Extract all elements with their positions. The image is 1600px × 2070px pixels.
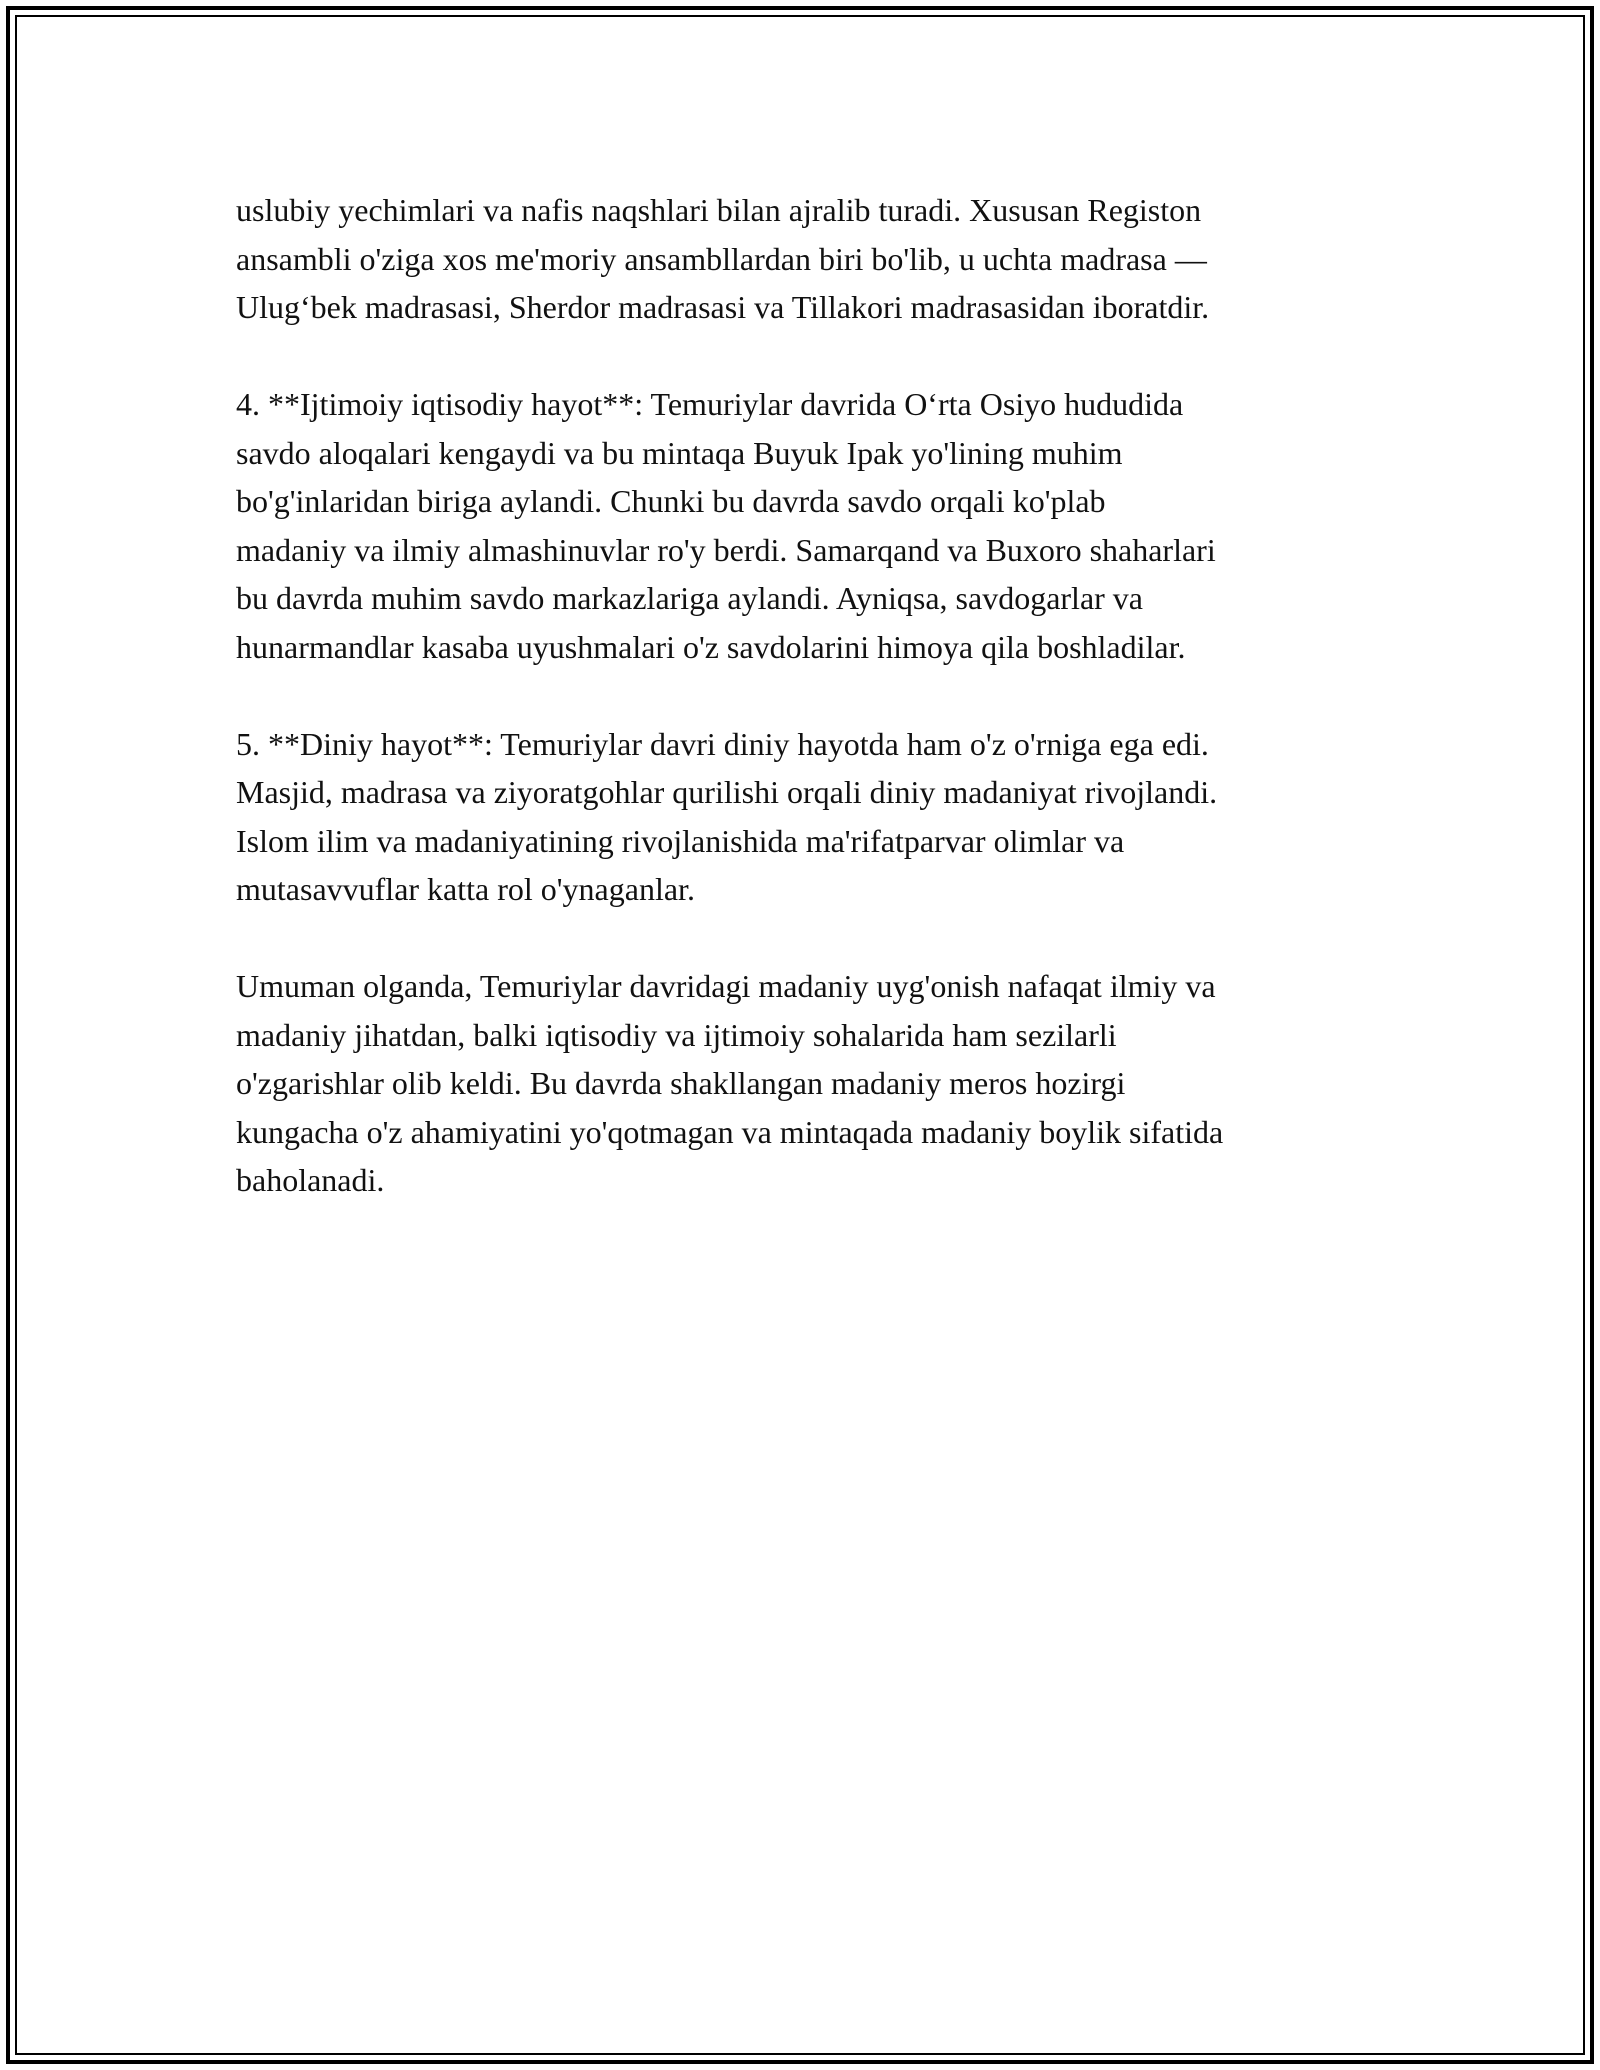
- document-body: [236, 186, 1396, 1253]
- paragraph-conclusion: Umuman olganda, Temuriylar davridagi madaniy uyg'onish nafaqat ilmiy va madaniy jihatdan, balki iqtisodiy va ijtimoiy sohalarida ham sezilarli o'zgarishlar olib keldi. Bu davrda shakllangan madaniy meros hozirgi kungacha o'z ahamiyatini yo'qotmagan va mintaqada madaniy boylik sifatida baholanadi.: [236, 968, 1224, 1198]
- paragraph-religious-life: 5. **Diniy hayot**: Temuriylar davri diniy hayotda ham o'z o'rniga ega edi. Masjid, madrasa va ziyoratgohlar qurilishi orqali diniy madaniyat rivojlandi. Islom ilim va madaniyatining rivojlanishida ma'rifatparvar olimlar va mutasavvuflar katta rol o'ynaganlar.: [236, 725, 1218, 907]
- paragraph-registon: uslubiy yechimlari va nafis naqshlari bilan ajralib turadi. Xususan Registon ansambli o'ziga xos me'moriy ansambllardan biri bo'lib, u uchta madrasa — Ulug‘bek madrasasi, Sherdor madrasasi va Tillakori madrasasidan iboratdir.: [236, 192, 1210, 325]
- paragraph-social-economic-life: 4. **Ijtimoiy iqtisodiy hayot**: Temuriylar davrida O‘rta Osiyo hududida savdo aloqalari kengaydi va bu mintaqa Buyuk Ipak yo'lining muhim bo'g'inlaridan biriga aylandi. Chunki bu davrda savdo orqali ko'plab madaniy va ilmiy almashinuvlar ro'y berdi. Samarqand va Buxoro shaharlari bu davrda muhim savdo markazlariga aylandi. Ayniqsa, savdogarlar va hunarmandlar kasaba uyushmalari o'z savdolarini himoya qila boshladilar.: [236, 386, 1216, 665]
